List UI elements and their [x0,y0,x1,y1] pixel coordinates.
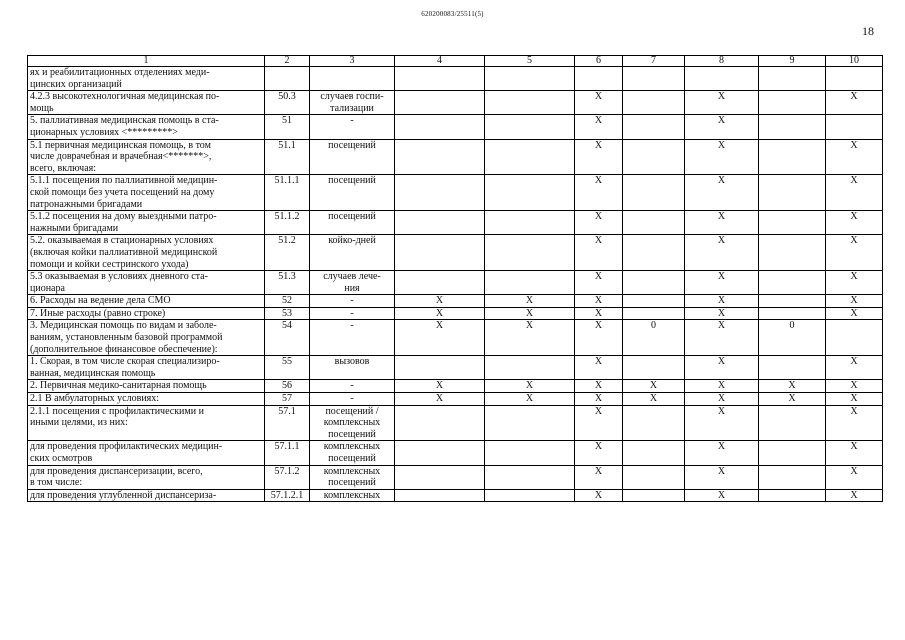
cell-col9 [759,115,826,139]
cell-col8: X [685,115,759,139]
cell-col4 [395,67,485,91]
row-unit: - [310,320,395,356]
cell-col8 [685,67,759,91]
cell-col7: X [623,393,685,406]
cell-col7 [623,139,685,175]
cell-col10: X [826,235,883,271]
row-code: 56 [265,380,310,393]
cell-col8: X [685,405,759,441]
cell-col7: X [623,380,685,393]
row-unit: - [310,380,395,393]
row-description: для проведения диспансеризации, всего, в том числе: [28,465,265,489]
cell-col9 [759,405,826,441]
cell-col7 [623,295,685,308]
row-description: ях и реабилитационных отделениях меди- цинских организаций [28,67,265,91]
cell-col5: X [485,295,575,308]
row-code: 57.1.1 [265,441,310,465]
cell-col4 [395,211,485,235]
row-code: 50.3 [265,91,310,115]
table-row [28,235,883,271]
row-description: 1. Скорая, в том числе скорая специализиро- ванная, медицинская помощь [28,356,265,380]
cell-col5: X [485,393,575,406]
row-description: 4.2.3 высокотехнологичная медицинская по- мощь [28,91,265,115]
cell-col9 [759,271,826,295]
row-code: 53 [265,307,310,320]
cell-col9 [759,211,826,235]
cell-col7 [623,271,685,295]
cell-col8: X [685,271,759,295]
column-header: 4 [395,56,485,67]
cell-col10: X [826,380,883,393]
cell-col6: X [575,356,623,380]
row-code: 51 [265,115,310,139]
row-unit: посещений [310,139,395,175]
cell-col5 [485,441,575,465]
row-description: 5.1 первичная медицинская помощь, в том числе доврачебная и врачебная<*******>, всего, включая: [28,139,265,175]
row-code: 52 [265,295,310,308]
cell-col10: X [826,91,883,115]
row-unit: комплексных [310,489,395,502]
row-unit: посещений / комплексных посещений [310,405,395,441]
row-unit: случаев госпи- тализации [310,91,395,115]
cell-col6: X [575,139,623,175]
cell-col4 [395,465,485,489]
cell-col10: X [826,307,883,320]
cell-col8: X [685,235,759,271]
cell-col6: X [575,211,623,235]
cell-col8: X [685,489,759,502]
cell-col4 [395,115,485,139]
cell-col6: X [575,465,623,489]
row-code: 51.1.2 [265,211,310,235]
row-unit: вызовов [310,356,395,380]
cell-col8: X [685,320,759,356]
cell-col10: X [826,175,883,211]
row-code: 57.1 [265,405,310,441]
cell-col7 [623,441,685,465]
cell-col7 [623,356,685,380]
cell-col10: X [826,211,883,235]
cell-col5 [485,489,575,502]
cell-col6: X [575,441,623,465]
cell-col5 [485,115,575,139]
cell-col8: X [685,211,759,235]
cell-col7 [623,67,685,91]
table-row [28,211,883,235]
cell-col10: X [826,139,883,175]
column-header: 6 [575,56,623,67]
cell-col9 [759,295,826,308]
table-row [28,115,883,139]
document-id: 620200083/25511(5) [421,10,484,18]
cell-col6 [575,67,623,91]
cell-col4: X [395,393,485,406]
cell-col5: X [485,320,575,356]
table-row [28,441,883,465]
row-code: 54 [265,320,310,356]
cell-col5 [485,91,575,115]
cell-col8: X [685,393,759,406]
cell-col8: X [685,441,759,465]
cell-col5: X [485,307,575,320]
cell-col7: 0 [623,320,685,356]
cell-col6: X [575,271,623,295]
cell-col4: X [395,380,485,393]
cell-col5: X [485,380,575,393]
cell-col9 [759,139,826,175]
cell-col10 [826,115,883,139]
cell-col9 [759,489,826,502]
cell-col10: X [826,465,883,489]
cell-col5 [485,235,575,271]
cell-col4 [395,489,485,502]
table-row [28,175,883,211]
row-description: 6. Расходы на ведение дела СМО [28,295,265,308]
table-row [28,91,883,115]
cell-col5 [485,211,575,235]
cell-col9: X [759,380,826,393]
cell-col5 [485,271,575,295]
cell-col10: X [826,441,883,465]
cell-col6: X [575,295,623,308]
cell-col6: X [575,380,623,393]
row-unit: - [310,393,395,406]
row-unit: комплексных посещений [310,441,395,465]
page-number: 18 [862,24,874,38]
cell-col9 [759,441,826,465]
cell-col9 [759,175,826,211]
row-description: для проведения углубленной диспансериза- [28,489,265,502]
row-code: 57 [265,393,310,406]
column-header-row [28,56,883,67]
row-description: 5.2. оказываемая в стационарных условиях (включая койки паллиативной медицинской помощи и койки сестринского ухода) [28,235,265,271]
column-header: 1 [28,56,265,67]
cell-col8: X [685,465,759,489]
row-description: 5. паллиативная медицинская помощь в ста- ционарных условиях <*********> [28,115,265,139]
cell-col10 [826,320,883,356]
row-unit: комплексных посещений [310,465,395,489]
data-table [27,55,883,502]
cell-col7 [623,235,685,271]
cell-col10 [826,67,883,91]
table-row [28,271,883,295]
cell-col4 [395,271,485,295]
cell-col8: X [685,295,759,308]
row-unit: посещений [310,175,395,211]
column-header: 3 [310,56,395,67]
cell-col4 [395,441,485,465]
cell-col9 [759,235,826,271]
cell-col8: X [685,380,759,393]
cell-col10: X [826,393,883,406]
cell-col6: X [575,393,623,406]
cell-col7 [623,465,685,489]
column-header: 5 [485,56,575,67]
cell-col5 [485,67,575,91]
cell-col6: X [575,91,623,115]
cell-col9 [759,307,826,320]
cell-col4 [395,405,485,441]
cell-col6: X [575,175,623,211]
row-code: 51.1.1 [265,175,310,211]
row-unit: случаев лече- ния [310,271,395,295]
column-header: 10 [826,56,883,67]
cell-col6: X [575,489,623,502]
row-description: 3. Медицинская помощь по видам и заболе- ваниям, установленным базовой программой (дополнительное финансовое обеспечение): [28,320,265,356]
row-unit: койко-дней [310,235,395,271]
row-description: для проведения профилактических медицин- ских осмотров [28,441,265,465]
table-row [28,139,883,175]
cell-col9: X [759,393,826,406]
cell-col9 [759,67,826,91]
row-description: 5.1.1 посещения по паллиативной медицин- ской помощи без учета посещений на дому патронажными бригадами [28,175,265,211]
cell-col7 [623,307,685,320]
cell-col4: X [395,295,485,308]
row-unit: - [310,307,395,320]
row-description: 7. Иные расходы (равно строке) [28,307,265,320]
cell-col9 [759,91,826,115]
row-description: 2.1.1 посещения с профилактическими и иными целями, из них: [28,405,265,441]
cell-col6: X [575,405,623,441]
cell-col5 [485,465,575,489]
row-code: 51.1 [265,139,310,175]
cell-col4: X [395,307,485,320]
row-unit: - [310,115,395,139]
table-row [28,393,883,406]
cell-col10: X [826,489,883,502]
cell-col4 [395,235,485,271]
cell-col5 [485,175,575,211]
cell-col7 [623,175,685,211]
row-description: 2. Первичная медико-санитарная помощь [28,380,265,393]
table-row [28,380,883,393]
cell-col4: X [395,320,485,356]
cell-col10: X [826,271,883,295]
cell-col7 [623,211,685,235]
table-row [28,67,883,91]
cell-col4 [395,356,485,380]
row-description: 5.1.2 посещения на дому выездными патро- нажными бригадами [28,211,265,235]
cell-col9: 0 [759,320,826,356]
table-row [28,356,883,380]
cell-col6: X [575,307,623,320]
row-unit: - [310,295,395,308]
cell-col9 [759,356,826,380]
cell-col4 [395,175,485,211]
table-row [28,465,883,489]
cell-col6: X [575,235,623,271]
cell-col10: X [826,405,883,441]
row-code: 57.1.2 [265,465,310,489]
cell-col8: X [685,356,759,380]
column-header: 9 [759,56,826,67]
row-code: 57.1.2.1 [265,489,310,502]
cell-col6: X [575,115,623,139]
cell-col9 [759,465,826,489]
column-header: 7 [623,56,685,67]
table-row [28,489,883,502]
cell-col7 [623,115,685,139]
table-row [28,320,883,356]
table-row [28,307,883,320]
column-header: 2 [265,56,310,67]
cell-col7 [623,91,685,115]
cell-col8: X [685,139,759,175]
row-unit [310,67,395,91]
cell-col5 [485,139,575,175]
row-description: 5.3 оказываемая в условиях дневного ста- ционара [28,271,265,295]
cell-col5 [485,405,575,441]
row-description: 2.1 В амбулаторных условиях: [28,393,265,406]
row-unit: посещений [310,211,395,235]
cell-col6: X [575,320,623,356]
cell-col10: X [826,356,883,380]
cell-col7 [623,489,685,502]
row-code: 51.3 [265,271,310,295]
cell-col4 [395,91,485,115]
cell-col8: X [685,91,759,115]
cell-col8: X [685,175,759,211]
cell-col4 [395,139,485,175]
cell-col10: X [826,295,883,308]
row-code: 51.2 [265,235,310,271]
cell-col5 [485,356,575,380]
table-row [28,295,883,308]
row-code [265,67,310,91]
cell-col8: X [685,307,759,320]
cell-col7 [623,405,685,441]
table-row [28,405,883,441]
row-code: 55 [265,356,310,380]
column-header: 8 [685,56,759,67]
